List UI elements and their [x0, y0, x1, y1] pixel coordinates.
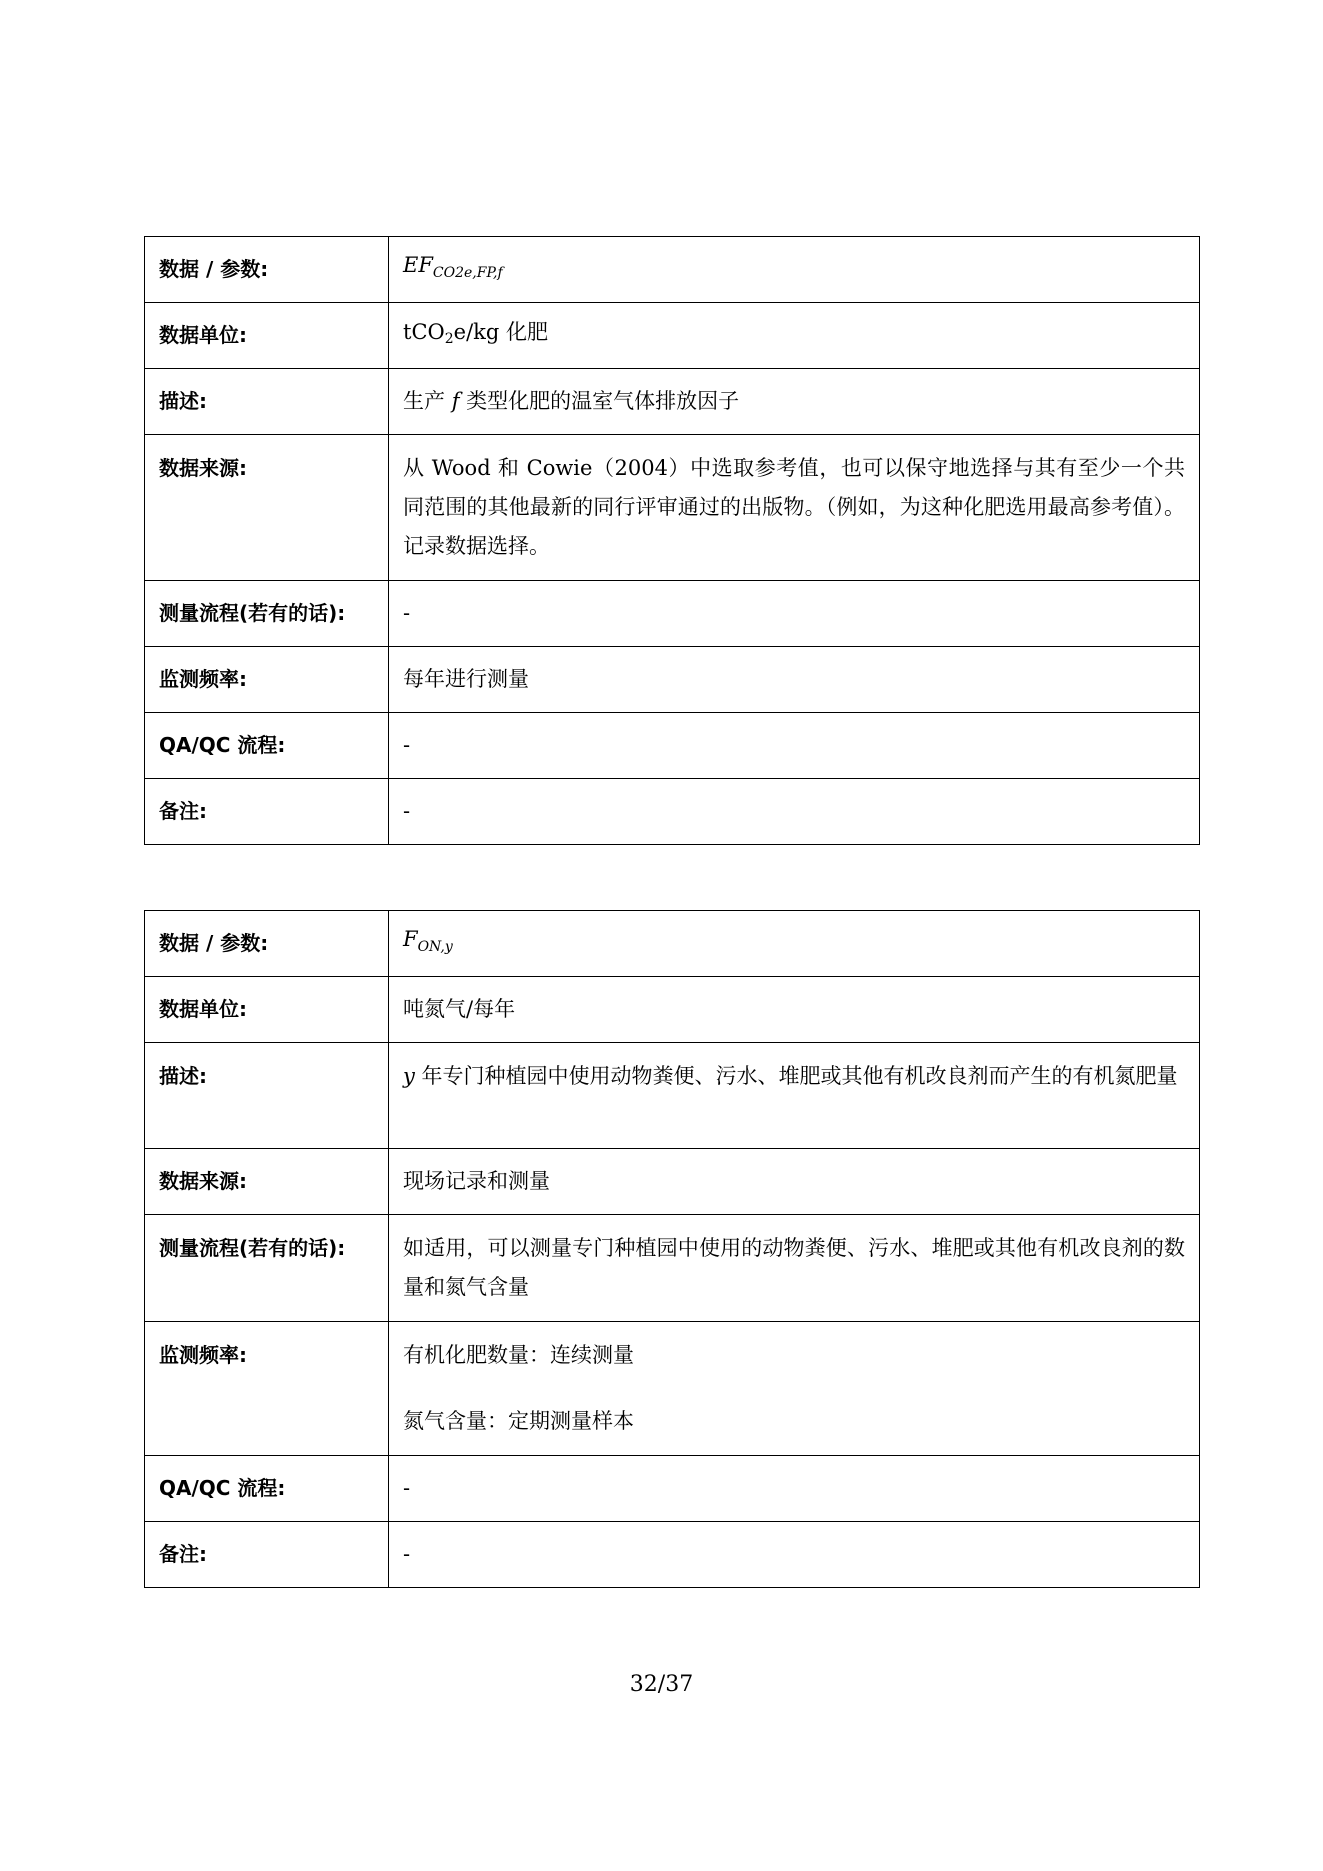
row-unit — [145, 977, 1200, 1043]
source-label: 数据来源: — [145, 1149, 389, 1215]
param-symbol: $EF_{CO2e,FP,f}$ — [403, 253, 503, 281]
row-parameter — [145, 237, 1200, 303]
param-value — [389, 237, 1200, 303]
row-source — [145, 1149, 1200, 1215]
row-frequency — [145, 647, 1200, 713]
row-source — [145, 435, 1200, 581]
frequency-line: 有机化肥数量：连续测量 — [403, 1343, 634, 1367]
row-description — [145, 1043, 1200, 1149]
qaqc-label: QA/QC 流程: — [145, 1456, 389, 1522]
row-qaqc — [145, 713, 1200, 779]
source-value: 现场记录和测量 — [389, 1149, 1200, 1215]
row-frequency — [145, 1322, 1200, 1456]
param-label: 数据 / 参数: — [145, 237, 389, 303]
parameter-table-fon — [144, 910, 1200, 1588]
row-description — [145, 369, 1200, 435]
row-remarks — [145, 1522, 1200, 1588]
remarks-label: 备注: — [145, 779, 389, 845]
frequency-label: 监测频率: — [145, 647, 389, 713]
description-value: 生产 f 类型化肥的温室气体排放因子 — [389, 369, 1200, 435]
unit-value: tCO$_2$e/kg 化肥 — [389, 303, 1200, 369]
unit-value: 吨氮气/每年 — [389, 977, 1200, 1043]
remarks-label: 备注: — [145, 1522, 389, 1588]
parameter-table-ef — [144, 236, 1200, 845]
qaqc-value: - — [389, 713, 1200, 779]
param-label: 数据 / 参数: — [145, 911, 389, 977]
frequency-label: 监测频率: — [145, 1322, 389, 1456]
qaqc-value: - — [389, 1456, 1200, 1522]
param-value — [389, 911, 1200, 977]
procedure-value: - — [389, 581, 1200, 647]
description-label: 描述: — [145, 369, 389, 435]
procedure-label: 测量流程(若有的话): — [145, 1215, 389, 1322]
unit-label: 数据单位: — [145, 303, 389, 369]
row-unit — [145, 303, 1200, 369]
remarks-value: - — [389, 1522, 1200, 1588]
description-label: 描述: — [145, 1043, 389, 1149]
page-number: 32/37 — [629, 1672, 694, 1697]
row-procedure — [145, 581, 1200, 647]
procedure-label: 测量流程(若有的话): — [145, 581, 389, 647]
row-remarks — [145, 779, 1200, 845]
source-value: 从 Wood 和 Cowie（2004）中选取参考值，也可以保守地选择与其有至少一个共同范围的其他最新的同行评审通过的出版物。（例如，为这种化肥选用最高参考值）。记录数据选择。 — [389, 435, 1200, 581]
procedure-value: 如适用，可以测量专门种植园中使用的动物粪便、污水、堆肥或其他有机改良剂的数量和氮气含量 — [389, 1215, 1200, 1322]
remarks-value: - — [389, 779, 1200, 845]
unit-label: 数据单位: — [145, 977, 389, 1043]
param-symbol: $F_{ON,y}$ — [403, 927, 453, 955]
frequency-line: 氮气含量：定期测量样本 — [403, 1409, 634, 1433]
frequency-value: 每年进行测量 — [389, 647, 1200, 713]
row-qaqc — [145, 1456, 1200, 1522]
qaqc-label: QA/QC 流程: — [145, 713, 389, 779]
frequency-value — [389, 1322, 1200, 1456]
source-label: 数据来源: — [145, 435, 389, 581]
row-procedure — [145, 1215, 1200, 1322]
row-parameter — [145, 911, 1200, 977]
description-value: y 年专门种植园中使用动物粪便、污水、堆肥或其他有机改良剂而产生的有机氮肥量 — [389, 1043, 1200, 1149]
